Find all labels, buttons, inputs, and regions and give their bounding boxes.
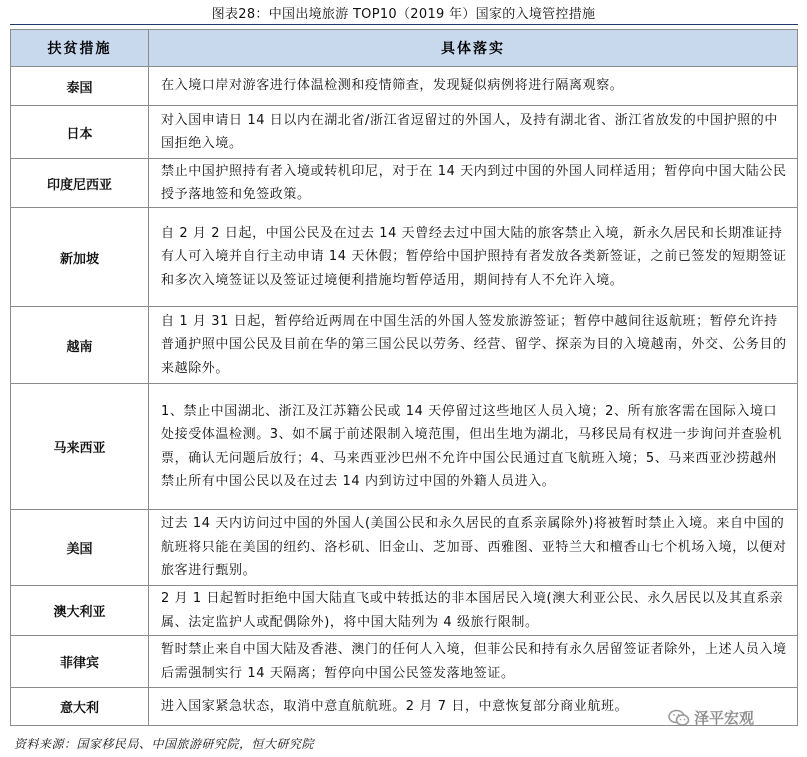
header-detail: 具体落实	[149, 30, 798, 67]
table-row	[11, 67, 798, 106]
table-row	[11, 586, 798, 636]
country-cell: 越南	[11, 307, 149, 384]
detail-cell: 过去 14 天内访问过中国的外国人(美国公民和永久居民的直系亲属除外)将被暂时禁止入境。来自中国的航班将只能在美国的纽约、洛杉矶、旧金山、芝加哥、西雅图、亚特兰大和檀香山七个机场入境，以便对旅客进行甄别。	[149, 510, 798, 586]
detail-cell: 1、禁止中国湖北、浙江及江苏籍公民或 14 天停留过这些地区人员入境；2、所有旅客需在国际入境口处接受体温检测。3、如不属于前述限制入境范围，但出生地为湖北，马移民局有权进一步询问并查验机票，确认无问题后放行；4、马来西亚沙巴州不允许中国公民通过直飞航班入境；5、马来西亚沙捞越州禁止所有中国公民以及在过去 14 内到访过中国的外籍人员进入。	[149, 384, 798, 510]
table-row	[11, 159, 798, 208]
figure-caption: 图表28：中国出境旅游 TOP10（2019 年）国家的入境管控措施	[211, 7, 596, 22]
country-cell: 美国	[11, 510, 149, 586]
wechat-icon	[668, 709, 690, 727]
table-row	[11, 307, 798, 384]
country-cell: 菲律宾	[11, 636, 149, 688]
country-cell: 意大利	[11, 688, 149, 726]
table-header-row	[11, 30, 798, 67]
header-country: 扶贫措施	[11, 30, 149, 67]
watermark	[668, 707, 754, 728]
table-row	[11, 106, 798, 159]
table-row	[11, 636, 798, 688]
watermark-text: 泽平宏观	[694, 709, 755, 727]
detail-cell: 进入国家紧急状态，取消中意直航航班。2 月 7 日，中意恢复部分商业航班。	[149, 688, 798, 726]
country-cell: 马来西亚	[11, 384, 149, 510]
table-row	[11, 208, 798, 307]
detail-cell: 在入境口岸对游客进行体温检测和疫情筛查，发现疑似病例将进行隔离观察。	[149, 67, 798, 106]
source-note: 资料来源：国家移民局、中国旅游研究院，恒大研究院	[14, 737, 315, 751]
country-cell: 泰国	[11, 67, 149, 106]
detail-cell: 自 2 月 2 日起，中国公民及在过去 14 天曾经去过中国大陆的旅客禁止入境，新永久居民和长期准证持有人可入境并自行主动申请 14 天休假；暂停给中国护照持有者发放各类新签证，之前已签发的短期签证和多次入境签证以及签证过境便利措施均暂停适用，期间持有人不允许入境。	[149, 208, 798, 307]
detail-cell: 禁止中国护照持有者入境或转机印尼，对于在 14 天内到过中国的外国人同样适用；暂停向中国大陆公民授予落地签和免签政策。	[149, 159, 798, 208]
table-row	[11, 510, 798, 586]
caption-divider	[10, 24, 798, 25]
country-cell: 日本	[11, 106, 149, 159]
entry-control-table	[10, 29, 798, 726]
country-cell: 澳大利亚	[11, 586, 149, 636]
detail-cell: 2 月 1 日起暂时拒绝中国大陆直飞或中转抵达的非本国居民入境(澳大利亚公民、永久居民以及其直系亲属、法定监护人或配偶除外)，将中国大陆列为 4 级旅行限制。	[149, 586, 798, 636]
detail-cell: 暂时禁止来自中国大陆及香港、澳门的任何人入境，但菲公民和持有永久居留签证者除外，上述人员入境后需强制实行 14 天隔离；暂停向中国公民签发落地签证。	[149, 636, 798, 688]
detail-cell: 对入国申请日 14 日以内在湖北省/浙江省逗留过的外国人，及持有湖北省、浙江省放发的中国护照的中国拒绝入境。	[149, 106, 798, 159]
country-cell: 印度尼西亚	[11, 159, 149, 208]
detail-cell: 自 1 月 31 日起，暂停给近两周在中国生活的外国人签发旅游签证；暂停中越间往返航班；暂停允许持普通护照中国公民及目前在华的第三国公民以劳务、经营、留学、探亲为目的入境越南，外交、公务目的来越除外。	[149, 307, 798, 384]
country-cell: 新加坡	[11, 208, 149, 307]
table-row	[11, 384, 798, 510]
